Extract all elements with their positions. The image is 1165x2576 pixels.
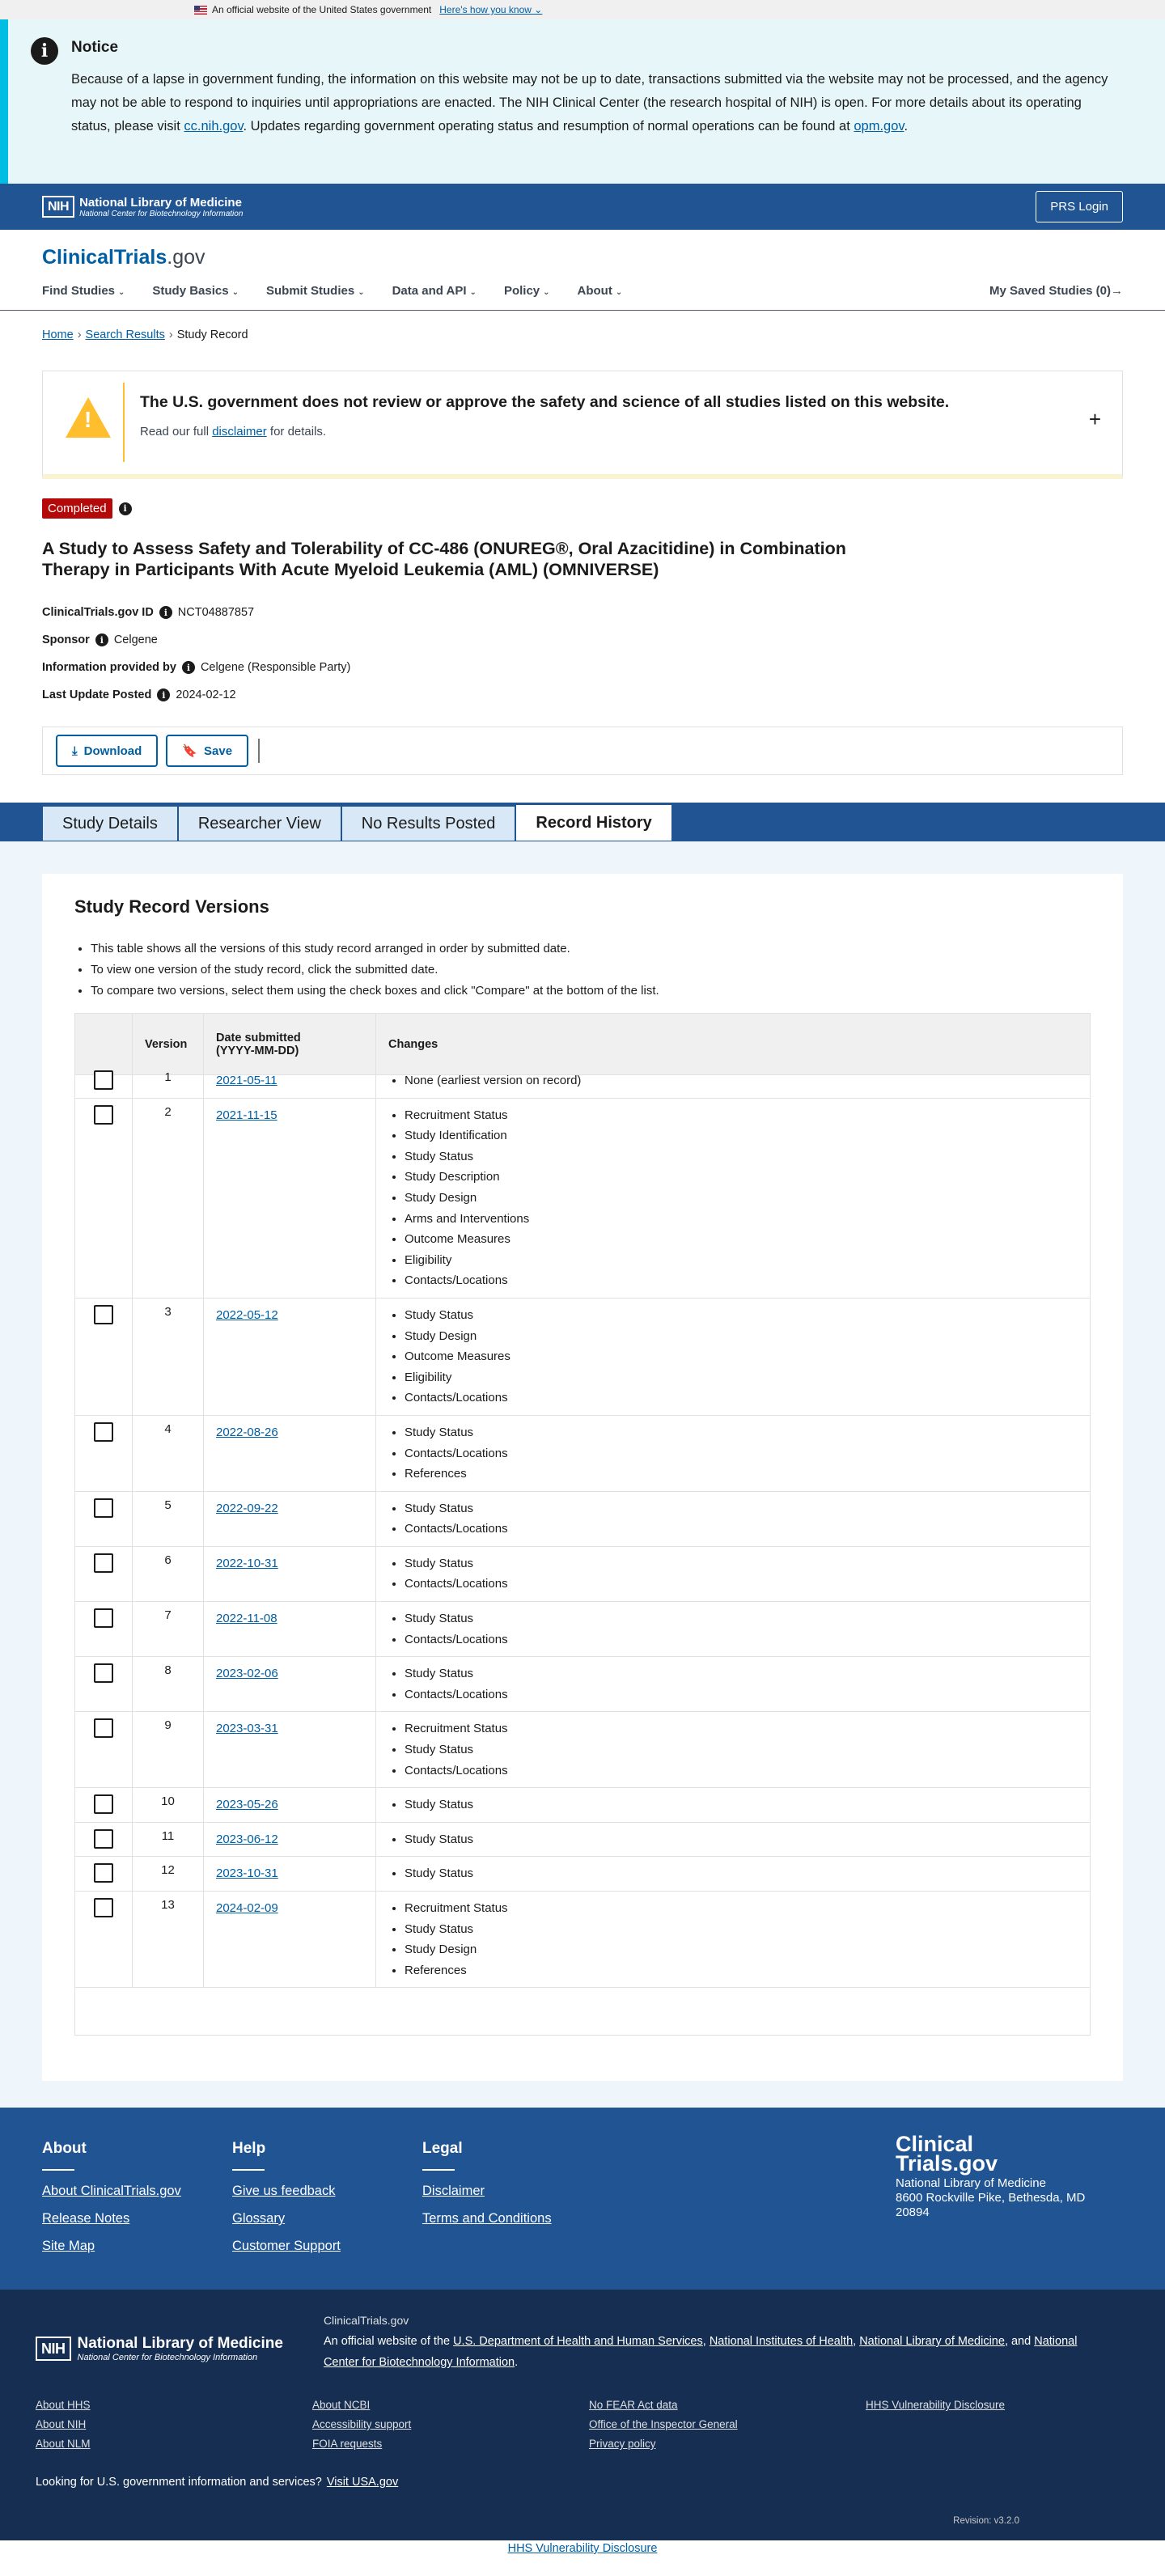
table-row xyxy=(75,1099,1090,1299)
header-date: Date submitted (YYYY-MM-DD) xyxy=(204,1014,376,1074)
change-item: • Study Status xyxy=(405,1794,1078,1815)
footer-nlm-title: National Library of Medicine xyxy=(77,2335,283,2352)
change-item: • Outcome Measures xyxy=(405,1229,1078,1250)
tab-no-results-posted[interactable]: No Results Posted xyxy=(341,806,516,841)
select-cell xyxy=(75,1657,133,1711)
nav-policy[interactable]: Policy ⌄ xyxy=(503,284,550,298)
study-tabs xyxy=(0,803,1165,841)
select-cell xyxy=(75,1416,133,1491)
disclaimer-text: Read our full disclaimer for details. xyxy=(140,425,327,439)
nav-data-and-api[interactable]: Data and API ⌄ xyxy=(392,284,477,298)
date-cell xyxy=(204,1492,376,1546)
chevron-down-icon: ⌄ xyxy=(469,288,477,297)
notice-text: Because of a lapse in government funding, the information on this website may not be up to date, transactions submitted via the website may not be processed, and the agency may not be able to respond to inquiries until appropriations are enacted. The NIH Clinical Center (the research hospital of NIH) is open. For more details about its operating status, please visit cc.nih.gov. Updates regarding government operating status and resumption of normal operations can be found at opm.gov. xyxy=(71,72,1108,133)
version-checkbox[interactable] xyxy=(94,1070,113,1090)
versions-table xyxy=(74,1013,1091,2036)
nav-about[interactable]: About ⌄ xyxy=(577,284,623,298)
version-date-link[interactable]: 2022-09-22 xyxy=(216,1501,278,1515)
version-date-link[interactable]: 2023-05-26 xyxy=(216,1798,278,1812)
date-cell xyxy=(204,1657,376,1711)
info-icon[interactable]: i xyxy=(159,606,172,619)
revision: Revision: v3.2.0 xyxy=(953,2516,1019,2526)
footer-bottom-link[interactable]: No FEAR Act data xyxy=(589,2399,678,2411)
provided-by-value: Celgene (Responsible Party) xyxy=(200,661,351,674)
clinicaltrials-logo[interactable]: ClinicalTrials.gov xyxy=(42,246,205,269)
version-checkbox[interactable] xyxy=(94,1663,113,1683)
nlm-header xyxy=(0,184,1165,230)
change-item: • References xyxy=(405,1960,1078,1981)
changes-cell xyxy=(376,1299,1090,1415)
select-cell xyxy=(75,1099,133,1298)
changes-cell xyxy=(376,1657,1090,1711)
opm-link[interactable]: opm.gov xyxy=(854,119,904,133)
disclaimer-link[interactable]: disclaimer xyxy=(212,425,267,439)
version-date-link[interactable]: 2021-05-11 xyxy=(216,1074,277,1087)
version-checkbox[interactable] xyxy=(94,1608,113,1628)
gov-banner-text: An official website of the United States government xyxy=(212,4,432,15)
change-item: • Eligibility xyxy=(405,1250,1078,1271)
main-nav xyxy=(42,284,1123,298)
chevron-down-icon: ⌄ xyxy=(231,288,239,297)
change-item: • Recruitment Status xyxy=(405,1105,1078,1126)
hhs-link[interactable]: U.S. Department of Health and Human Services xyxy=(453,2335,703,2348)
change-item: • Contacts/Locations xyxy=(405,1760,1078,1782)
header-version: Version xyxy=(133,1014,204,1074)
study-title: A Study to Assess Safety and Tolerability of CC-486 (ONUREG®, Oral Azacitidine) in Combination Therapy in Participants With Acute Myeloid Leukemia (AML) (OMNIVERSE) xyxy=(42,539,846,579)
footer-about xyxy=(42,2140,192,2266)
tab-researcher-view[interactable]: Researcher View xyxy=(178,806,341,841)
changes-cell xyxy=(376,1823,1090,1857)
date-cell xyxy=(204,1712,376,1787)
table-row xyxy=(75,1064,1090,1099)
changes-cell xyxy=(376,1602,1090,1656)
select-cell xyxy=(75,1602,133,1656)
record-history-panel xyxy=(0,841,1165,2108)
download-icon: ⤓ xyxy=(72,744,78,758)
breadcrumb-search-results[interactable]: Search Results xyxy=(85,328,165,341)
visit-usa-gov-link[interactable]: Visit USA.gov xyxy=(326,2476,399,2489)
provided-by-label: Information provided by xyxy=(42,661,176,674)
change-item: • Arms and Interventions xyxy=(405,1209,1078,1230)
version-number: 8 xyxy=(133,1657,204,1711)
funding-notice xyxy=(0,19,1165,184)
select-cell xyxy=(75,1492,133,1546)
change-item: • Study Status xyxy=(405,1305,1078,1326)
last-update-value: 2024-02-12 xyxy=(176,688,236,701)
intro-item: • To view one version of the study record, click the submitted date. xyxy=(91,960,1091,981)
version-date-link[interactable]: 2022-10-31 xyxy=(216,1556,278,1570)
version-number: 1 xyxy=(133,1064,204,1098)
change-item: • Contacts/Locations xyxy=(405,1629,1078,1650)
version-checkbox[interactable] xyxy=(94,1305,113,1324)
gov-banner xyxy=(0,0,1165,19)
version-checkbox[interactable] xyxy=(94,1898,113,1917)
change-item: • Study Status xyxy=(405,1608,1078,1629)
footer-legal-title: Legal xyxy=(422,2140,463,2157)
footer-link-disclaimer[interactable]: Disclaimer xyxy=(422,2184,485,2198)
below-footer xyxy=(0,2540,1165,2557)
footer-link-glossary[interactable]: Glossary xyxy=(232,2211,286,2226)
header-changes: Changes xyxy=(388,1037,438,1051)
footer-bottom-link[interactable]: Accessibility support xyxy=(312,2418,412,2430)
version-date-link[interactable]: 2022-05-12 xyxy=(216,1307,278,1322)
footer-link-release-notes[interactable]: Release Notes xyxy=(42,2211,130,2226)
table-row xyxy=(75,1602,1090,1657)
footer-bottom-link[interactable]: About NCBI xyxy=(312,2399,371,2411)
id-value: NCT04887857 xyxy=(177,606,255,619)
versions-heading: Study Record Versions xyxy=(74,896,269,917)
table-body xyxy=(75,1064,1090,1988)
nav-find-studies[interactable]: Find Studies ⌄ xyxy=(42,284,125,298)
footer-help xyxy=(232,2140,382,2266)
save-button[interactable]: 🔖 Save xyxy=(166,735,248,767)
select-cell xyxy=(75,1892,133,1987)
intro-item: • This table shows all the versions of this study record arranged in order by submitted date. xyxy=(91,938,1091,960)
footer-link-site-map[interactable]: Site Map xyxy=(42,2239,95,2253)
change-item: • Study Status xyxy=(405,1739,1078,1760)
version-date-link[interactable]: 2021-11-15 xyxy=(216,1108,277,1122)
change-item: • Recruitment Status xyxy=(405,1898,1078,1919)
table-row xyxy=(75,1299,1090,1416)
nlm-link[interactable]: National Library of Medicine xyxy=(859,2335,1005,2348)
select-cell xyxy=(75,1064,133,1098)
date-cell xyxy=(204,1099,376,1298)
action-bar xyxy=(42,727,1123,775)
divider xyxy=(258,739,260,763)
change-item: • Contacts/Locations xyxy=(405,1443,1078,1464)
table-row xyxy=(75,1547,1090,1602)
last-update-label: Last Update Posted xyxy=(42,688,152,701)
footer-official-text: ClinicalTrials.gov An official website of the U.S. Department of Health and Human Services, National Institutes of Health, National Library of Medicine, and National Center for Biotechnology Information. xyxy=(323,2314,1078,2369)
change-item: • Study Design xyxy=(405,1326,1078,1347)
select-cell xyxy=(75,1823,133,1857)
info-icon[interactable]: i xyxy=(119,502,132,515)
footer-nlm-subtitle: National Center for Biotechnology Information xyxy=(77,2353,258,2362)
version-number: 7 xyxy=(133,1602,204,1656)
version-number: 2 xyxy=(133,1099,204,1298)
arrow-right-icon: → xyxy=(1111,284,1123,298)
version-date-link[interactable]: 2024-02-09 xyxy=(216,1901,278,1915)
intro-item: • To compare two versions, select them using the check boxes and click "Compare" at the bottom of the list. xyxy=(91,981,1091,1002)
cc-nih-link[interactable]: cc.nih.gov xyxy=(184,119,244,133)
info-icon[interactable]: i xyxy=(157,688,170,701)
version-checkbox[interactable] xyxy=(94,1105,113,1125)
select-cell xyxy=(75,1299,133,1415)
versions-intro xyxy=(74,938,1091,1002)
footer-bottom-link[interactable]: HHS Vulnerability Disclosure xyxy=(866,2399,1006,2411)
changes-cell xyxy=(376,1547,1090,1601)
disclaimer-alert xyxy=(42,371,1123,479)
change-item: • Contacts/Locations xyxy=(405,1519,1078,1540)
footer-bottom-link[interactable]: FOIA requests xyxy=(312,2438,383,2450)
change-item: • Study Description xyxy=(405,1167,1078,1188)
warning-icon: ! xyxy=(66,397,111,438)
change-item: • Study Status xyxy=(405,1919,1078,1940)
ncbi-link[interactable]: National Center for Biotechnology Information xyxy=(323,2335,1078,2369)
version-date-link[interactable]: 2022-11-08 xyxy=(216,1612,277,1626)
nih-logo-mark: NIH xyxy=(36,2337,71,2361)
chevron-down-icon: ⌄ xyxy=(534,4,543,15)
change-item: • Study Status xyxy=(405,1146,1078,1167)
footer-link-grid xyxy=(36,2399,1129,2450)
nlm-logo[interactable] xyxy=(42,196,243,218)
change-item: • Contacts/Locations xyxy=(405,1388,1078,1409)
footer-nlm-logo[interactable] xyxy=(36,2324,283,2373)
footer-address-1: National Library of Medicine xyxy=(896,2176,1046,2190)
date-cell xyxy=(204,1299,376,1415)
chevron-down-icon: ⌄ xyxy=(118,288,125,297)
change-item: • Study Design xyxy=(405,1188,1078,1209)
change-item: • Contacts/Locations xyxy=(405,1270,1078,1291)
footer-bottom-link[interactable]: Office of the Inspector General xyxy=(589,2418,738,2430)
select-cell xyxy=(75,1712,133,1787)
version-checkbox[interactable] xyxy=(94,1422,113,1442)
date-cell xyxy=(204,1547,376,1601)
version-date-link[interactable]: 2023-06-12 xyxy=(216,1832,278,1846)
version-date-link[interactable]: 2023-10-31 xyxy=(216,1866,278,1881)
select-cell xyxy=(75,1788,133,1822)
download-button[interactable]: ⤓ Download xyxy=(56,735,158,767)
changes-cell xyxy=(376,1892,1090,1987)
info-icon[interactable]: i xyxy=(182,661,195,674)
chevron-down-icon: ⌄ xyxy=(358,288,365,297)
date-cell xyxy=(204,1788,376,1822)
footer-link-about-ctg[interactable]: About ClinicalTrials.gov xyxy=(42,2184,181,2198)
change-item: • Recruitment Status xyxy=(405,1718,1078,1739)
version-checkbox[interactable] xyxy=(94,1718,113,1738)
changes-cell xyxy=(376,1788,1090,1822)
table-row xyxy=(75,1657,1090,1712)
change-item: • Study Design xyxy=(405,1939,1078,1960)
footer-bottom-link[interactable]: Privacy policy xyxy=(589,2438,656,2450)
nih-logo-mark: NIH xyxy=(42,196,74,218)
change-item: • Study Status xyxy=(405,1829,1078,1850)
change-item: • Study Status xyxy=(405,1498,1078,1519)
version-number: 6 xyxy=(133,1547,204,1601)
study-status-row xyxy=(0,479,1165,519)
table-row xyxy=(75,1416,1090,1492)
footer-about-title: About xyxy=(42,2140,87,2157)
sponsor-value: Celgene xyxy=(113,633,158,646)
footer-legal xyxy=(422,2140,552,2266)
prs-login-button[interactable]: PRS Login xyxy=(1036,191,1123,222)
footer-bottom-link[interactable]: About NIH xyxy=(36,2418,87,2430)
breadcrumb-current: Study Record xyxy=(176,328,248,341)
nlm-subtitle: National Center for Biotechnology Information xyxy=(79,209,244,218)
table-row xyxy=(75,1712,1090,1788)
version-date-link[interactable]: 2022-08-26 xyxy=(216,1425,278,1439)
bookmark-icon: 🔖 xyxy=(182,744,197,758)
footer-bottom-link[interactable]: About HHS xyxy=(36,2399,91,2411)
changes-cell xyxy=(376,1099,1090,1298)
table-row xyxy=(75,1892,1090,1988)
version-number: 9 xyxy=(133,1712,204,1787)
version-number: 3 xyxy=(133,1299,204,1415)
sponsor-label: Sponsor xyxy=(42,633,90,646)
table-row xyxy=(75,1788,1090,1823)
breadcrumb: Home › Search Results › Study Record xyxy=(42,328,248,341)
info-icon[interactable]: i xyxy=(95,633,108,646)
nav-submit-studies[interactable]: Submit Studies ⌄ xyxy=(266,284,365,298)
heres-how-you-know-link[interactable]: Here's how you know ⌄ xyxy=(439,4,543,15)
date-cell xyxy=(204,1064,376,1098)
footer-address-3: 20894 xyxy=(896,2205,930,2219)
date-cell xyxy=(204,1416,376,1491)
change-item: • Study Identification xyxy=(405,1125,1078,1146)
footer-grid-spacer xyxy=(866,2418,1142,2430)
change-item: • None (earliest version on record) xyxy=(405,1070,1078,1091)
my-saved-studies-link[interactable]: My Saved Studies (0)→ xyxy=(989,284,1123,298)
change-item: • Study Status xyxy=(405,1422,1078,1443)
changes-cell xyxy=(376,1712,1090,1787)
study-meta xyxy=(0,580,1165,709)
footer-link-feedback[interactable]: Give us feedback xyxy=(232,2184,336,2198)
version-checkbox[interactable] xyxy=(94,1829,113,1849)
footer-help-title: Help xyxy=(232,2140,266,2157)
table-row xyxy=(75,1857,1090,1892)
footer-link-support[interactable]: Customer Support xyxy=(232,2239,341,2253)
footer-logo[interactable]: Clinical Trials.gov xyxy=(896,2132,998,2176)
change-item: • References xyxy=(405,1464,1078,1485)
us-flag-icon xyxy=(194,6,207,15)
tab-study-details[interactable]: Study Details xyxy=(42,806,178,841)
usa-gov-row: Looking for U.S. government information and services? Visit USA.gov xyxy=(36,2476,399,2489)
version-checkbox[interactable] xyxy=(94,1553,113,1573)
footer-bottom-link[interactable]: About NLM xyxy=(36,2438,91,2450)
changes-cell xyxy=(376,1064,1090,1098)
version-number: 13 xyxy=(133,1892,204,1987)
table-row xyxy=(75,1492,1090,1547)
date-cell xyxy=(204,1602,376,1656)
change-item: • Study Status xyxy=(405,1663,1078,1684)
version-number: 11 xyxy=(133,1823,204,1857)
nih-link[interactable]: National Institutes of Health xyxy=(709,2335,854,2348)
notice-title: Notice xyxy=(71,39,119,56)
version-checkbox[interactable] xyxy=(94,1863,113,1883)
footer-link-terms[interactable]: Terms and Conditions xyxy=(422,2211,552,2226)
select-cell xyxy=(75,1547,133,1601)
site-header xyxy=(0,230,1165,311)
breadcrumb-home[interactable]: Home xyxy=(42,328,74,341)
change-item: • Outcome Measures xyxy=(405,1346,1078,1367)
change-item: • Contacts/Locations xyxy=(405,1574,1078,1595)
expand-plus-icon[interactable]: + xyxy=(1088,407,1101,431)
changes-cell xyxy=(376,1492,1090,1546)
version-checkbox[interactable] xyxy=(94,1498,113,1518)
changes-cell xyxy=(376,1416,1090,1491)
status-badge: Completed xyxy=(42,498,112,519)
id-label: ClinicalTrials.gov ID xyxy=(42,606,154,619)
version-checkbox[interactable] xyxy=(94,1794,113,1814)
version-date-link[interactable]: 2023-03-31 xyxy=(216,1722,278,1736)
chevron-down-icon: ⌄ xyxy=(543,288,550,297)
nav-study-basics[interactable]: Study Basics ⌄ xyxy=(152,284,239,298)
date-cell xyxy=(204,1823,376,1857)
footer-bottom xyxy=(0,2290,1165,2540)
info-icon: i xyxy=(31,37,58,65)
table-row xyxy=(75,1823,1090,1858)
footer-brand xyxy=(896,2134,1085,2220)
footer-grid-spacer xyxy=(866,2438,1142,2450)
date-cell xyxy=(204,1857,376,1891)
date-cell xyxy=(204,1892,376,1987)
change-item: • Study Status xyxy=(405,1863,1078,1884)
select-cell xyxy=(75,1857,133,1891)
version-number: 12 xyxy=(133,1857,204,1891)
chevron-down-icon: ⌄ xyxy=(615,288,623,297)
change-item: • Eligibility xyxy=(405,1367,1078,1388)
tab-record-history[interactable]: Record History xyxy=(515,804,671,841)
version-number: 10 xyxy=(133,1788,204,1822)
changes-cell xyxy=(376,1857,1090,1891)
disclaimer-headline: The U.S. government does not review or approve the safety and science of all studies listed on this website. xyxy=(140,393,950,411)
version-number: 5 xyxy=(133,1492,204,1546)
versions-card xyxy=(42,874,1123,2081)
version-date-link[interactable]: 2023-02-06 xyxy=(216,1667,278,1681)
footer-top xyxy=(0,2108,1165,2290)
version-number: 4 xyxy=(133,1416,204,1491)
hhs-vulnerability-link[interactable]: HHS Vulnerability Disclosure xyxy=(507,2542,658,2555)
nlm-title: National Library of Medicine xyxy=(79,195,242,210)
change-item: • Study Status xyxy=(405,1553,1078,1574)
footer-address-2: 8600 Rockville Pike, Bethesda, MD xyxy=(896,2191,1086,2205)
change-item: • Contacts/Locations xyxy=(405,1684,1078,1705)
